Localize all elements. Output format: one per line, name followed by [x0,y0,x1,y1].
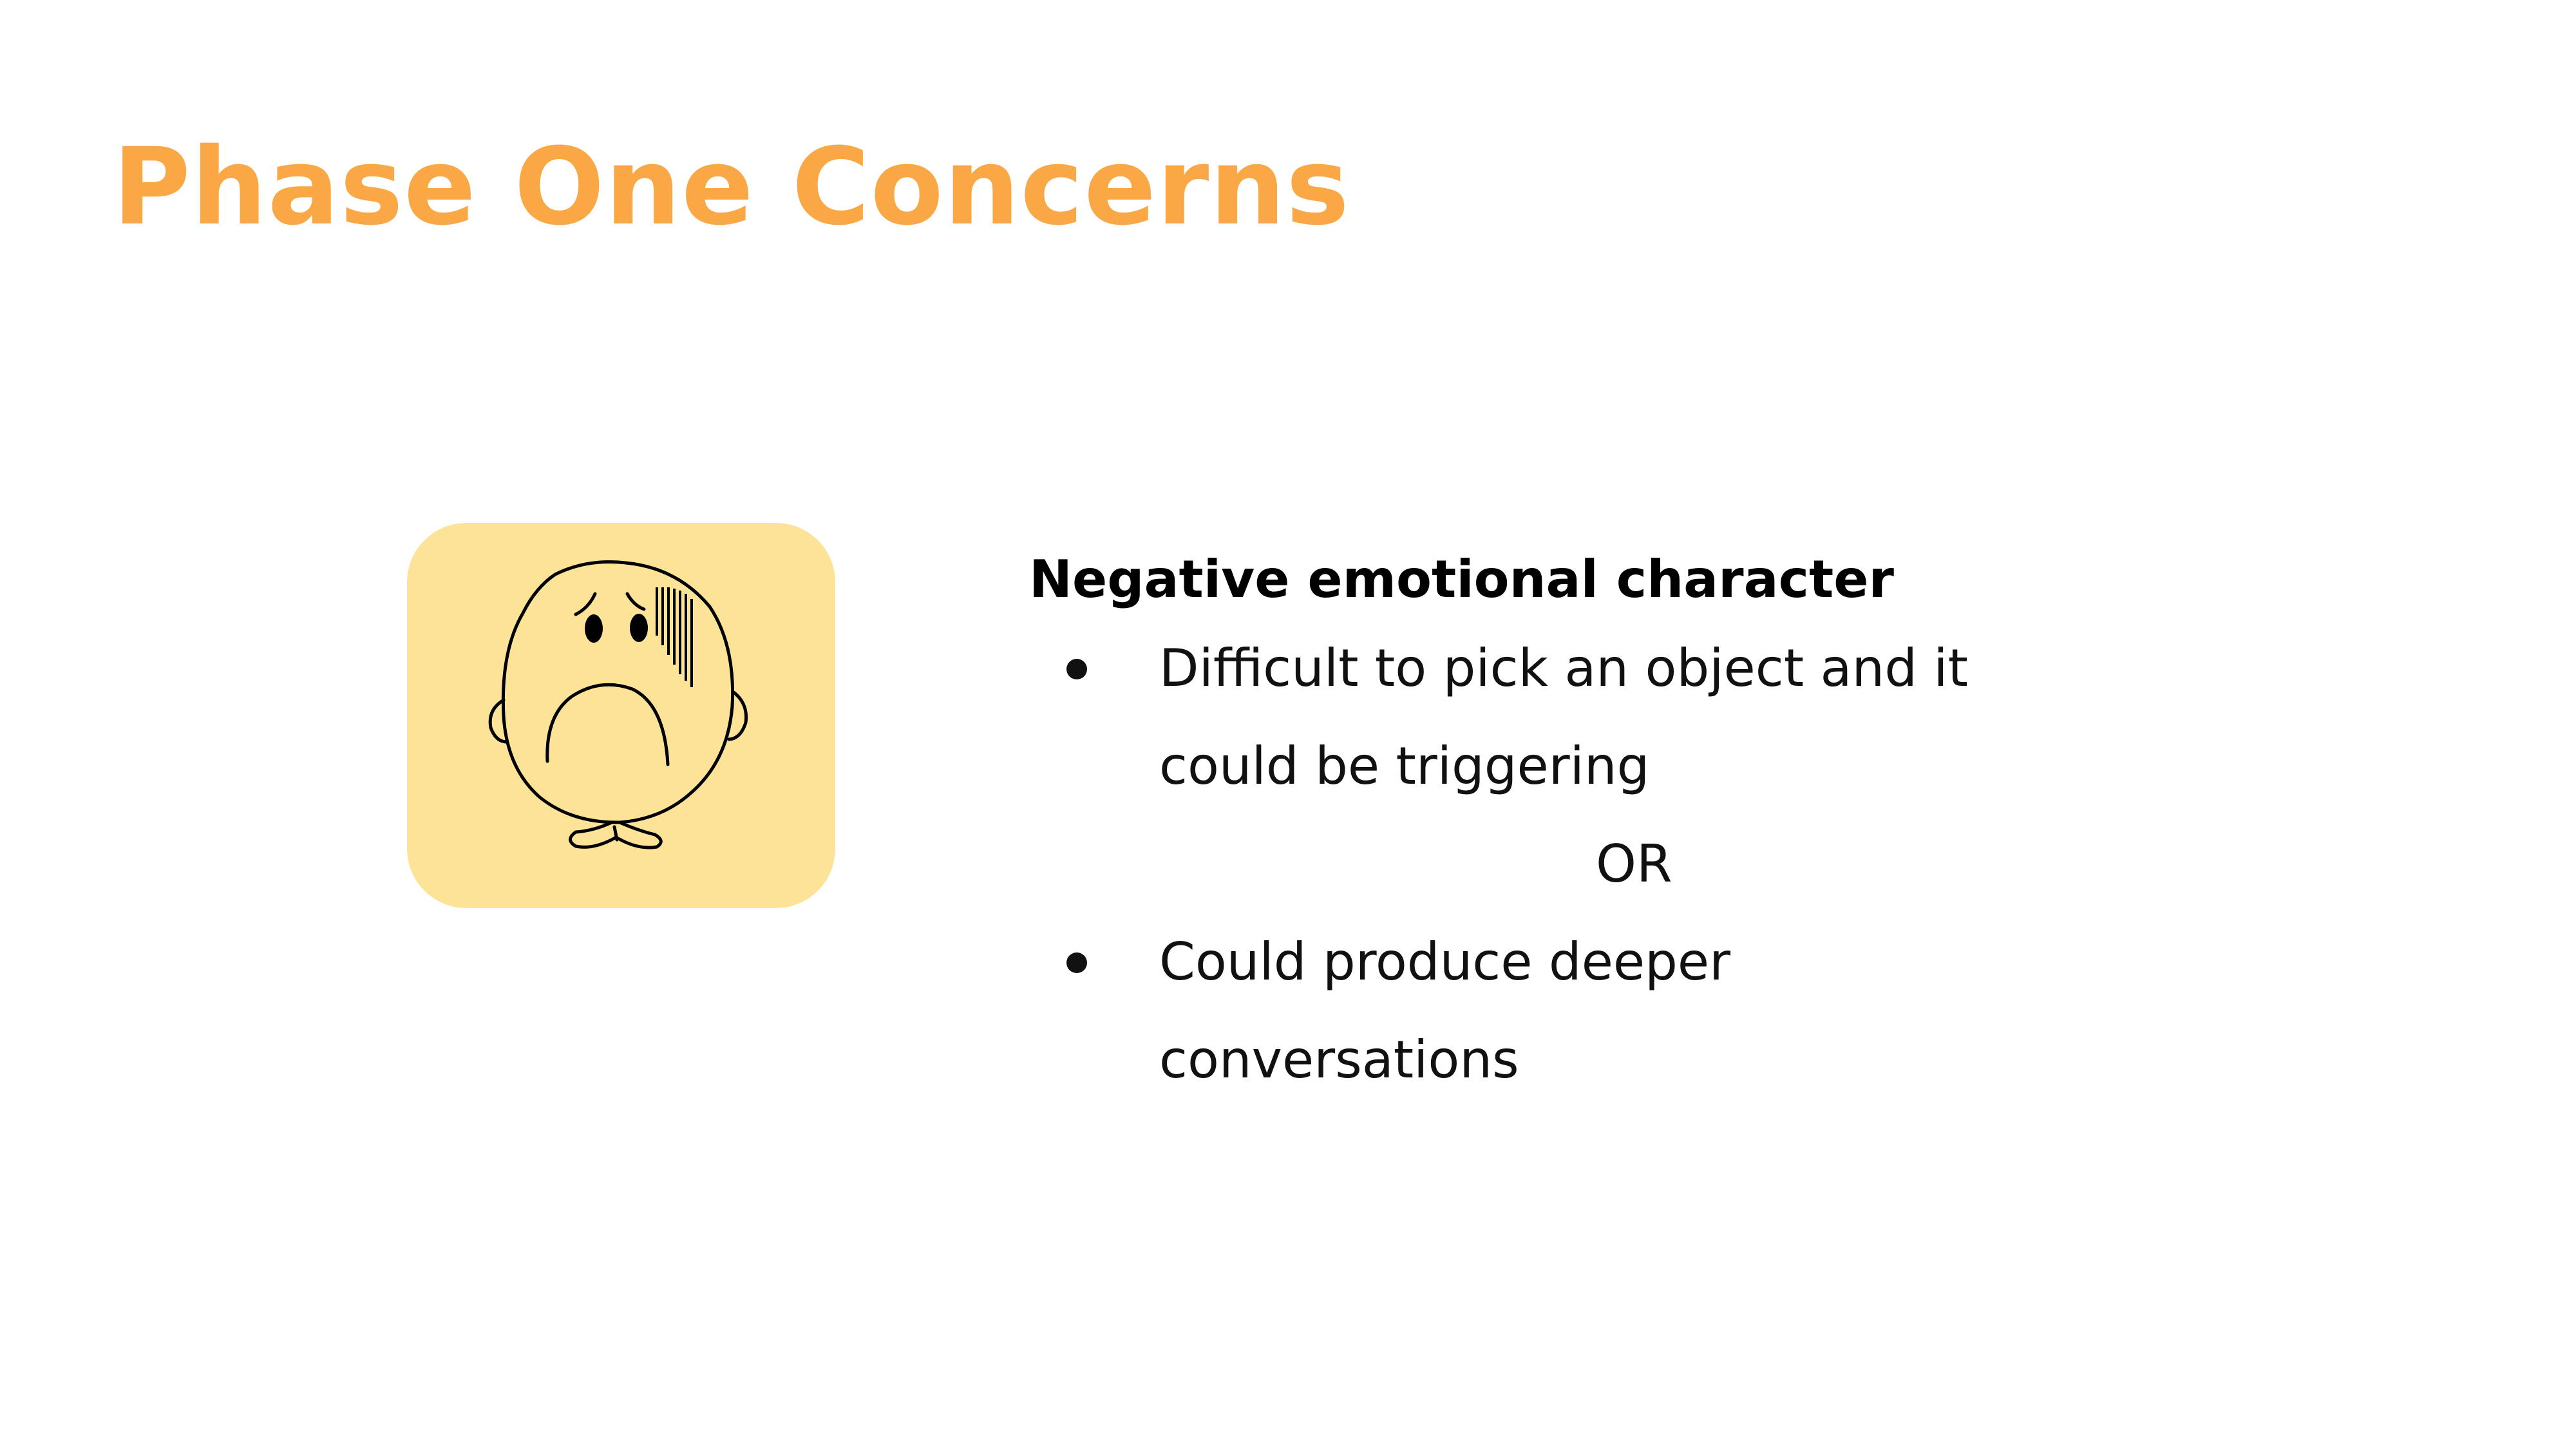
list-item [1029,620,2061,815]
sad-character-icon [407,523,835,908]
concern-heading: Negative emotional character [1029,549,1894,609]
bullet-text: Could produce deeper conversations [1159,932,1731,1090]
concerns-block [1029,540,2253,1109]
bullet-icon [1066,952,1087,973]
bullet-icon [1066,659,1087,679]
list-item [1029,913,2061,1109]
concern-list [1029,620,2253,1109]
illustration-card [407,523,835,908]
or-separator: OR [1596,834,1672,894]
slide-title: Phase One Concerns [113,125,1350,249]
bullet-text: Difficult to pick an object and it could be triggering [1159,638,1969,796]
